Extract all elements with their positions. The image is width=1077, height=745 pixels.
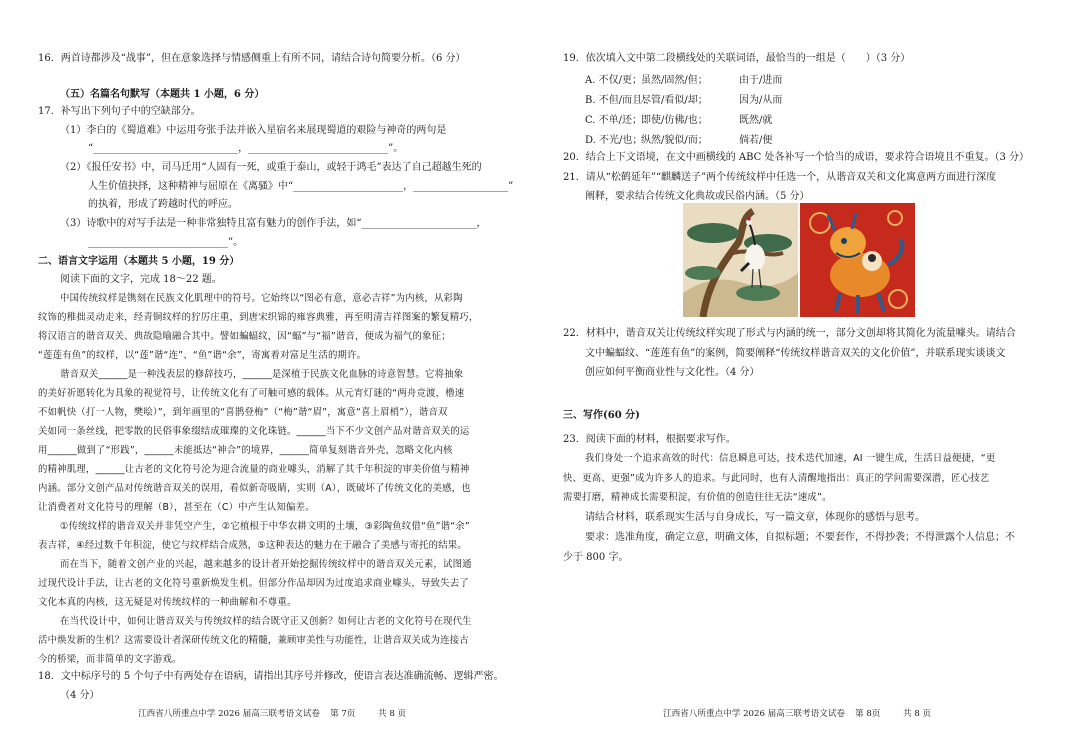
option-label: A. 不仅/更； [585,75,642,86]
text-line: （3）诗歌中的对写手法是一种非常独特且富有魅力的创作手法，如“_______________________， [60,218,487,229]
text-line: 表吉祥，④经过数千年积淀，使它与纹样结合成熟，⑤这种表达的魅力在于融合了美感与寄托的结果。 [38,540,467,551]
text-line: “莲莲有鱼”的纹样，以“莲”谐“连”、“鱼”谐“余”，寄寓着对富足生活的期许。 [38,350,367,361]
text-line: 让消费者对文化符号的理解（B），甚至在（C）中产生认知偏差。 [38,502,315,513]
option-c1: 即使/仿佛/也； [641,115,708,126]
text-line: （4 分） [60,690,100,701]
option-c1: 虽然/固然/但； [641,75,708,86]
option-label: C. 不单/还； [585,115,643,126]
text-line: 内涵。部分文创产品对传统谐音双关的误用，看似新奇吸睛，实则（A），既破坏了传统文化的美感，也 [38,483,471,494]
option-c2: 因为/从而 [739,95,783,106]
text-line: 纹饰的稚拙灵动走来，经青铜纹样的狞厉庄重，到唐宋织锦的雍容典雅，再至明清吉祥图案的繁复精巧， [38,312,479,323]
text-line: 18．文中标序号的 5 个句子中有两处存在语病，请指出其序号并修改，使语言表达准确流畅、逻辑严密。 [38,671,504,682]
text-line: 人生价值抉择，这种精神与屈原在《离骚》中“______________________，___________________” [88,181,514,192]
text-line: 我们身处一个追求高效的时代：信息瞬息可达，技术迭代加速，AI 一键生成，生活日益便捷，“更 [585,453,996,464]
pattern-images [683,203,915,317]
text-line: 用______做到了“形践”，______未能抵达“神合”的境界，______简单复刻谐音外壳，忽略文化内核 [38,445,453,456]
text-line: 21．请从“松鹤延年”“麒麟送子”两个传统纹样中任选一个，从谐音双关和文化寓意两方面进行深度 [563,172,997,183]
text-line: 今的桥梁，而非简单的文字游戏。 [38,654,182,665]
text-line: ①传统纹样的谐音双关并非凭空产生，②它植根于中华农耕文明的土壤，③彩陶鱼纹借“鱼”谐“余” [60,521,470,532]
text-line: 在当代设计中，如何让谐音双关与传统纹样的结合既守正又创新？如何让古老的文化符号在现代生 [60,616,472,627]
text-line: 活中焕发新的生机？这需要设计者深研传统文化的精髓，兼顾审美性与功能性，让谐音双关成为连接古 [38,635,469,646]
text-line: “_____________________________，____________________________”。 [88,143,404,154]
text-line: 的美好祈愿转化为具象的视觉符号，让传统文化有了可触可感的载体。从元宵灯谜的“两舟竞渡，橹速 [38,388,465,399]
footer-total: 共 8 页 [378,709,407,719]
footer-page: 第 8页 [855,709,881,719]
text-line: 快、更高、更强”成为许多人的追求。与此同时，也有人清醒地指出：真正的学问需要深潜，匠心技艺 [563,473,990,484]
crane-pine-pattern-image [683,203,798,317]
option-c2: 倘若/便 [739,135,773,146]
text-line: ____________________________”。 [88,237,244,248]
text-line: （1）李白的《蜀道难》中运用夸张手法并嵌入星宿名来展现蜀道的艰险与神奇的两句是 [60,125,447,136]
text-line: 的精神肌理，______让古老的文化符号沦为迎合流量的商业噱头，消解了其千年积淀的审美价值与精神 [38,464,470,475]
text-line: 的执着，形成了跨越时代的呼应。 [88,199,238,210]
text-line: 关如同一条丝线，把零散的民俗事象缀结成璀璨的文化珠链。______当下不少文创产品对谐音双关的运 [38,426,470,437]
text-line: 创应如何平衡商业性与文化性。（4 分） [585,367,760,378]
qilin-pattern-image [800,203,915,317]
text-line: 将汉语言的谐音双关、典故隐喻融合其中。譬如蝙蝠纹，因“蝠”与“福”谐音，便成为福气的象征； [38,331,451,342]
option-c1: 尽管/看似/却； [641,95,708,106]
text-line: 文化本真的内核，这无疑是对传统纹样的一种曲解和不尊重。 [38,597,297,608]
text-line: 16．两首诗都涉及“战事”，但在意象选择与情感侧重上有所不同，请结合诗句简要分析。（6 分） [38,53,466,64]
text-line: 请结合材料，联系现实生活与自身成长，写一篇文章，体现你的感悟与思考。 [585,512,925,523]
footer-page: 第 7页 [330,709,356,719]
text-line: 22．材料中，谐音双关让传统纹样实现了形式与内涵的统一，部分文创却将其简化为流量噱头。请结合 [563,328,1016,339]
text-line: 而在当下，随着文创产业的兴起，越来越多的设计者开始挖掘传统纹样中的谐音双关元素，试图通 [60,559,472,570]
text-line: 过现代设计手法，让古老的文化符号重新焕发生机。但部分作品却因为过度追求商业噱头，导致失去了 [38,578,469,589]
footer-total: 共 8 页 [903,709,932,719]
option-label: D. 不光/也； [585,135,643,146]
option-label: B. 不但/而且； [585,95,653,106]
text-line: 要求：选准角度，确定立意，明确文体，自拟标题；不要套作，不得抄袭；不得泄露个人信息；不 [585,532,1015,543]
text-line: 少于 800 字。 [563,552,629,563]
text-line: 中国传统纹样是镌刻在民族文化肌理中的符号。它始终以“图必有意，意必吉祥”为内核，从彩陶 [60,293,463,304]
option-c2: 既然/就 [739,115,773,126]
footer-school: 江西省八所重点中学 2026 届高三联考语文试卷 [138,709,321,719]
text-line: 19．依次填入文中第二段横线处的关联词语，最恰当的一组是（ ）（3 分） [563,53,911,64]
text-line: 二、语言文字运用（本题共 5 小题，19 分） [38,256,240,267]
text-line: 23．阅读下面的材料，根据要求写作。 [563,434,736,445]
text-line: 需要打磨，精神成长需要积淀，有价值的创造往往无法“速成”。 [563,492,832,503]
text-line: 阐释，要求结合传统文化典故或民俗内涵。（5 分） [585,191,810,202]
text-line: 文中蝙蝠纹、“莲莲有鱼”的案例，简要阐释“传统纹样谐音双关的文化价值”，并联系现实谈谈文 [585,348,1006,359]
option-c1: 纵然/貌似/而； [641,135,708,146]
text-line: 阅读下面的文字，完成 18～22 题。 [60,274,222,285]
text-line: 不如帆快（打一人物，樊哙）”，到年画里的“喜鹊登梅”（“梅”谐“眉”，寓意“喜上眉梢”），谐音双 [38,407,448,418]
text-line: 谐音双关______是一种浅表层的修辞技巧，______是深植于民族文化血脉的诗意智慧。它将抽象 [60,369,464,380]
text-line: 20．结合上下文语境，在文中画横线的 ABC 处各补写一个恰当的成语，要求符合语境且不重复。（3 分） [563,152,1030,163]
option-c2: 由于/进而 [739,75,783,86]
footer-school: 江西省八所重点中学 2026 届高三联考语文试卷 [663,709,846,719]
text-line: 三、写作(60 分) [563,410,640,421]
text-line: （2）《报任安书》中，司马迁用“人固有一死，或重于泰山，或轻于鸿毛”表达了自己超越生死的 [60,162,482,173]
text-line: （五）名篇名句默写（本题共 1 小题，6 分） [60,89,265,100]
text-line: 17．补写出下列句子中的空缺部分。 [38,106,201,117]
